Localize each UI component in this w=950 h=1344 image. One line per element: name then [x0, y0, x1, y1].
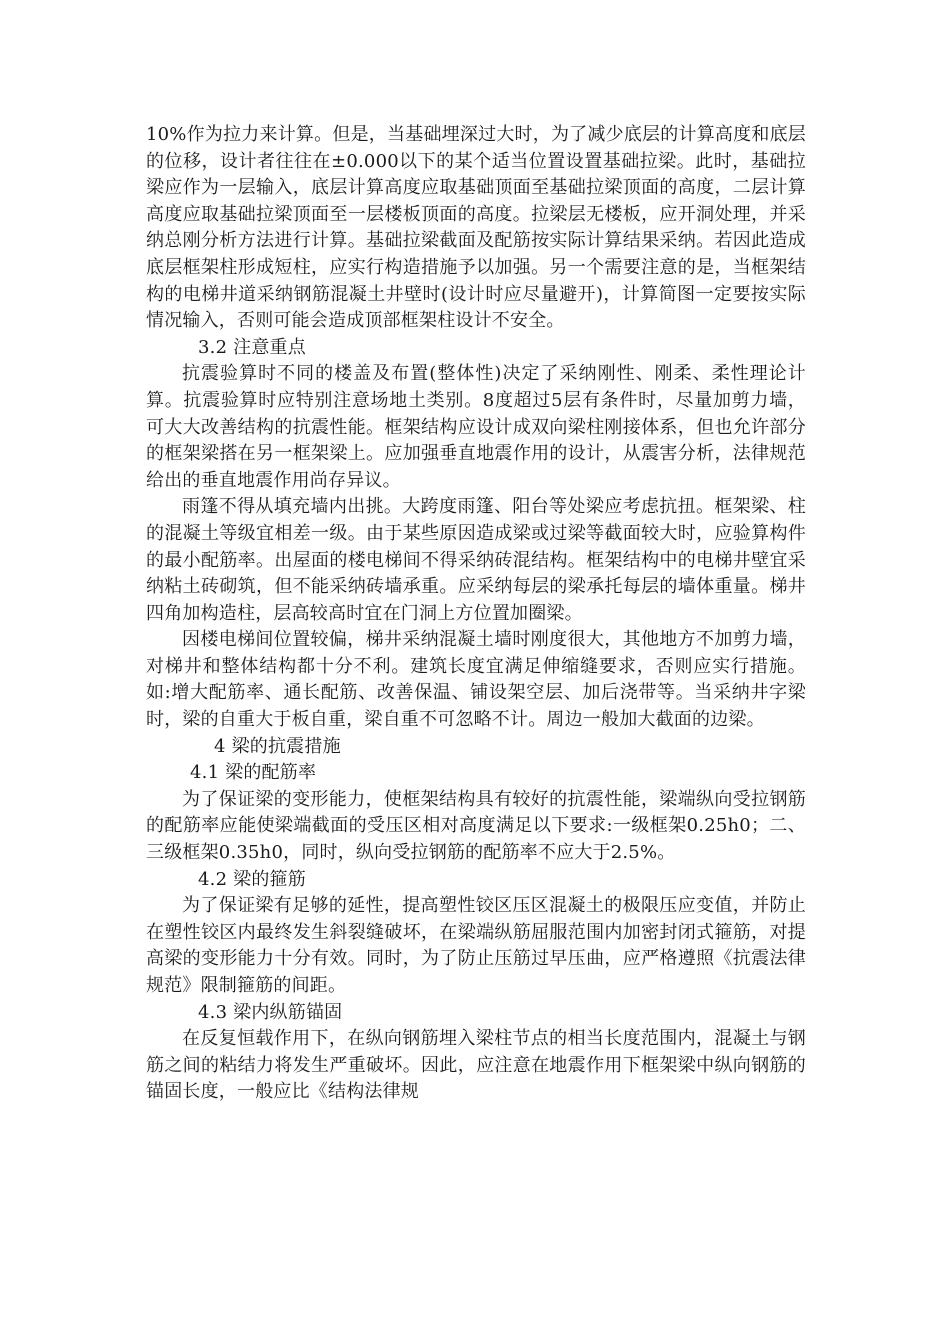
section-heading: 3.2 注意重点 [198, 336, 306, 358]
body-paragraph: 为了保证梁有足够的延性，提高塑性铰区压区混凝土的极限压应变值，并防止在塑性铰区内最终发生斜裂缝破坏，在梁端纵筋屈服范围内加密封闭式箍筋，对提高梁的变形能力十分有效。同时，为了防止压筋过早压曲，应严格遵照《抗震法律规范》限制箍筋的间距。 [146, 895, 806, 996]
section-heading: 4.3 梁内纵筋锚固 [198, 1001, 343, 1023]
body-paragraph: 在反复恒载作用下，在纵向钢筋埋入梁柱节点的相当长度范围内，混凝土与钢筋之间的粘结力将发生严重破坏。因此，应注意在地震作用下框架梁中纵向钢筋的锚固长度，一般应比《结构法律规 [146, 1028, 806, 1103]
body-paragraph: 10%作为拉力来计算。但是，当基础埋深过大时，为了减少底层的计算高度和底层的位移，设计者往往在±0.000以下的某个适当位置设置基础拉梁。此时，基础拉梁应作为一层输入，底层计算高度应取基础顶面至基础拉梁顶面的高度，二层计算高度应取基础拉梁顶面至一层楼板顶面的高度。拉梁层无楼板，应开洞处理，并采纳总刚分析方法进行计算。基础拉梁截面及配筋按实际计算结果采纳。若因此造成底层框架柱形成短柱，应实行构造措施予以加强。另一个需要注意的是，当框架结构的电梯井道采纳钢筋混凝土井壁时(设计时应尽量避开)，计算简图一定要按实际情况输入，否则可能会造成顶部框架柱设计不安全。 [146, 124, 806, 332]
body-paragraph: 抗震验算时不同的楼盖及布置(整体性)决定了采纳刚性、刚柔、柔性理论计算。抗震验算时应特别注意场地土类别。8度超过5层有条件时，尽量加剪力墙，可大大改善结构的抗震性能。框架结构应设计成双向梁柱刚接体系，但也允许部分的框架梁搭在另一框架梁上。应加强垂直地震作用的设计，从震害分析，法律规范给出的垂直地震作用尚存异议。 [146, 363, 806, 491]
document-page [146, 122, 806, 1106]
body-paragraph: 因楼电梯间位置较偏，梯井采纳混凝土墙时刚度很大，其他地方不加剪力墙，对梯井和整体结构都十分不利。建筑长度宜满足伸缩缝要求，否则应实行措施。如:增大配筋率、通长配筋、改善保温、铺设架空层、加后浇带等。当采纳井字梁时，梁的自重大于板自重，梁自重不可忽略不计。周边一般加大截面的边梁。 [146, 629, 806, 731]
section-heading: 4.2 梁的箍筋 [198, 868, 306, 890]
body-paragraph: 雨篷不得从填充墙内出挑。大跨度雨篷、阳台等处梁应考虑抗扭。框架梁、柱的混凝土等级宜相差一级。由于某些原因造成梁或过梁等截面较大时，应验算构件的最小配筋率。出屋面的楼电梯间不得采纳砖混结构。框架结构中的电梯井壁宜采纳粘土砖砌筑，但不能采纳砖墙承重。应采纳每层的梁承托每层的墙体重量。梯井四角加构造柱，层高较高时宜在门洞上方位置加圈梁。 [146, 496, 806, 624]
chapter-heading: 4 梁的抗震措施 [214, 735, 341, 757]
body-paragraph: 为了保证梁的变形能力，使框架结构具有较好的抗震性能，梁端纵向受拉钢筋的配筋率应能使梁端截面的受压区相对高度满足以下要求:一级框架0.25h0；二、三级框架0.35h0，同时，纵向受拉钢筋的配筋率不应大于2.5%。 [146, 788, 806, 864]
section-heading: 4.1 梁的配筋率 [190, 762, 317, 784]
